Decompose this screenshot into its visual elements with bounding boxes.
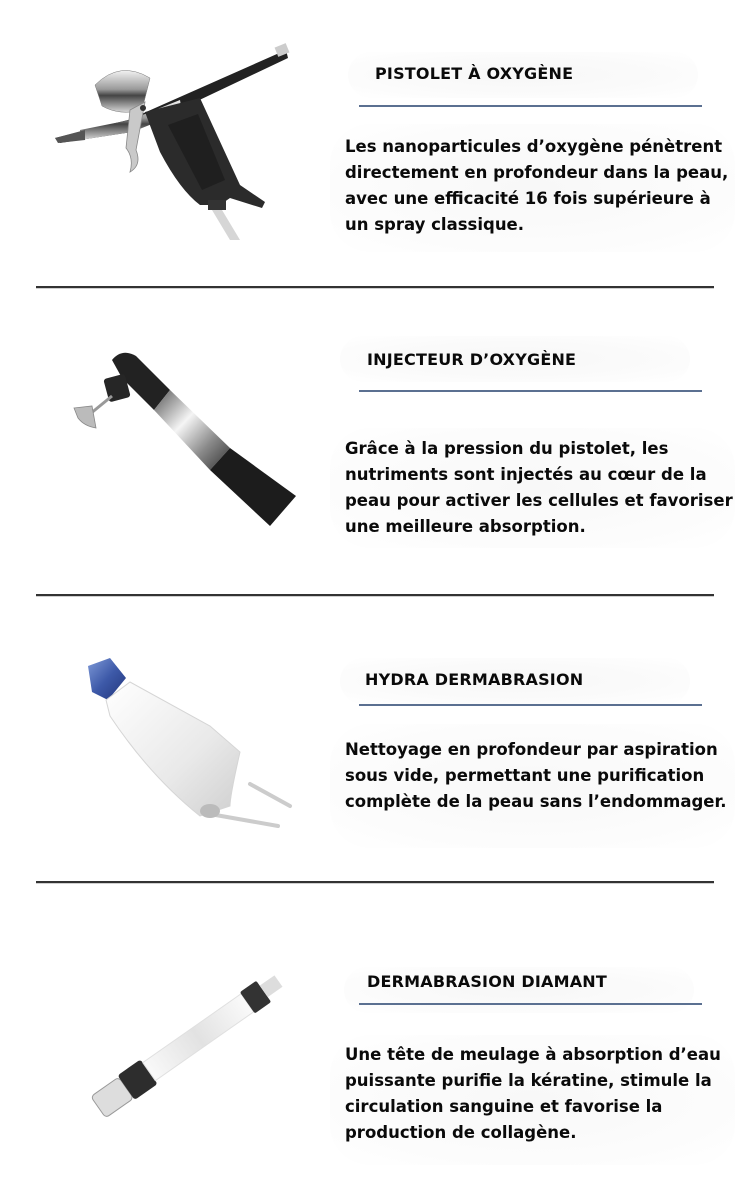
feature-section-diamond-dermabrasion	[0, 883, 750, 1194]
title-underline	[359, 1003, 702, 1005]
feature-description: Nettoyage en profondeur par aspiration sous vide, permettant une purification complète de la peau sans l’endommager.	[345, 740, 727, 811]
title-underline	[359, 105, 702, 107]
diamond-dermabrasion-wand-icon	[80, 948, 300, 1138]
hydra-dermabrasion-handpiece-icon	[80, 656, 310, 836]
feature-section-hydra-dermabrasion	[0, 596, 750, 882]
feature-title: DERMABRASION DIAMANT	[367, 972, 607, 991]
feature-title: INJECTEUR D’OXYGÈNE	[367, 350, 577, 369]
feature-title: HYDRA DERMABRASION	[365, 670, 584, 689]
feature-title: PISTOLET À OXYGÈNE	[375, 64, 574, 83]
feature-description: Les nanoparticules d’oxygène pénètrent directement en profondeur dans la peau, avec une efficacité 16 fois supérieure à un spray classique.	[345, 137, 729, 234]
feature-section-oxygen-injector	[0, 288, 750, 595]
oxygen-injector-icon	[70, 348, 310, 528]
feature-description: Grâce à la pression du pistolet, les nutriments sont injectés au cœur de la peau pour activer les cellules et favoriser une meilleure absorption.	[345, 439, 733, 536]
title-underline	[359, 390, 702, 392]
feature-description: Une tête de meulage à absorption d’eau puissante purifie la kératine, stimule la circulation sanguine et favorise la production de collagène.	[345, 1045, 721, 1142]
title-underline	[359, 704, 702, 706]
feature-section-oxygen-spray-gun	[0, 0, 750, 287]
oxygen-spray-gun-icon	[50, 40, 290, 240]
